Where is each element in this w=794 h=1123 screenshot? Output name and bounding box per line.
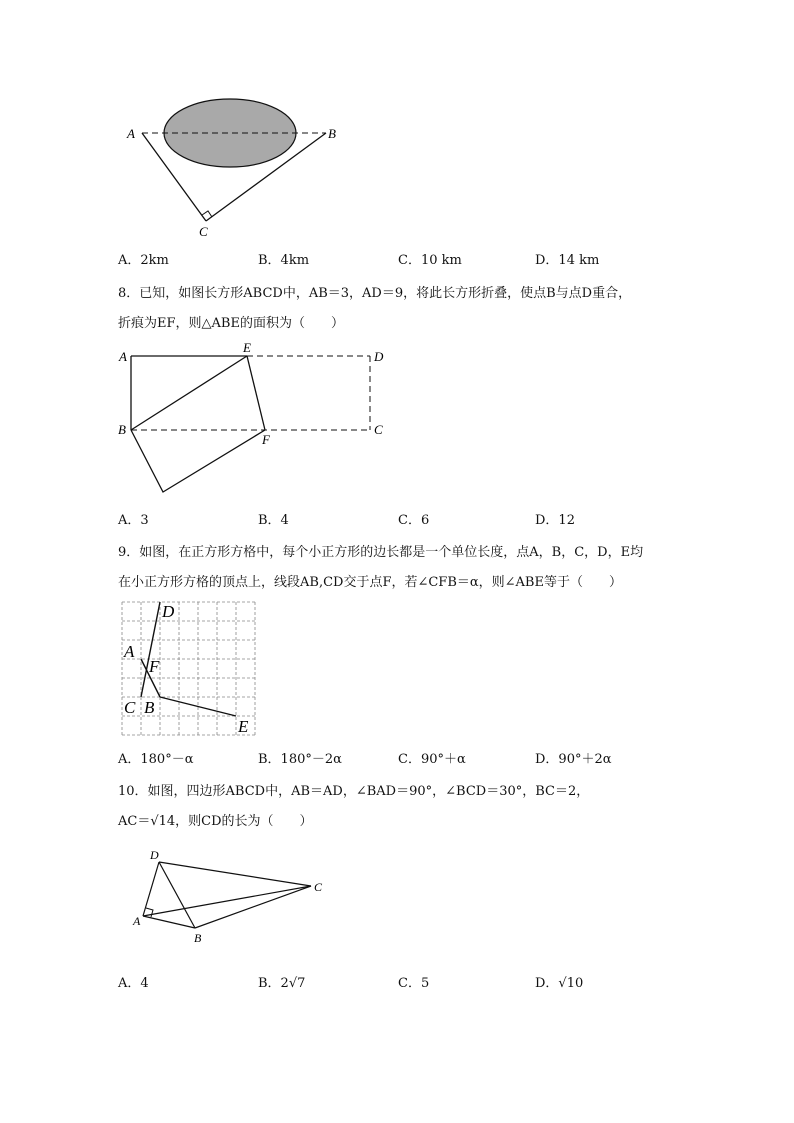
q8-figure: [112, 340, 402, 500]
q9-option-b[interactable]: B．180°－2α: [258, 752, 342, 767]
q10-diagonal-bd: [159, 862, 195, 928]
q9-options: [118, 748, 678, 766]
q10-side-bc: [195, 886, 311, 928]
q8-label-a: A: [119, 349, 127, 364]
q7-option-a[interactable]: A．2km: [118, 253, 169, 268]
q7-option-b[interactable]: B．4km: [258, 253, 310, 268]
q7-option-d[interactable]: D．14 km: [535, 253, 600, 268]
q8-option-d[interactable]: D．12: [535, 513, 575, 528]
q10-figure: [125, 840, 340, 950]
q8-option-c[interactable]: C．6: [398, 513, 430, 528]
q7-options: [118, 249, 678, 267]
q10-label-c: C: [314, 880, 323, 894]
q7-label-c: C: [199, 224, 208, 239]
q7-right-angle-mark: [202, 211, 212, 217]
q10-side-dc: [159, 862, 311, 886]
q10-text-line1: 10．如图，四边形ABCD中，AB＝AD，∠BAD＝90°，∠BCD＝30°，BC＝2，: [118, 784, 590, 799]
q10-label-a: A: [133, 914, 141, 928]
q8-option-b[interactable]: B．4: [258, 513, 289, 528]
q8-label-e: E: [243, 340, 251, 355]
q8-label-f: F: [262, 432, 270, 447]
q7-figure: [118, 90, 358, 240]
q9-label-e: E: [238, 717, 249, 736]
q8-option-a[interactable]: A．3: [118, 513, 149, 528]
q8-fold-ef: [247, 356, 265, 430]
q10-label-d: D: [150, 848, 159, 862]
q10-option-a[interactable]: A．4: [118, 976, 149, 991]
q8-folded-part: [131, 430, 265, 492]
q10-side-ad: [143, 862, 159, 916]
q7-label-a: A: [127, 126, 135, 141]
q10-side-ab: [143, 916, 195, 928]
q10-option-d[interactable]: D．√10: [535, 976, 584, 991]
q10-option-c[interactable]: C．5: [398, 976, 430, 991]
q8-label-b: B: [118, 422, 126, 437]
q9-text-line2: 在小正方形方格的顶点上，线段AB,CD交于点F，若∠CFB＝α，则∠ABE等于（ ）: [118, 575, 622, 590]
q9-option-d[interactable]: D．90°＋2α: [535, 752, 612, 767]
q8-text-line2: 折痕为EF，则△ABE的面积为（ ）: [118, 316, 344, 331]
q9-label-d: D: [162, 602, 175, 621]
q7-label-b: B: [328, 126, 336, 141]
q10-diagonal-ac: [143, 886, 311, 916]
q9-label-f: F: [149, 657, 160, 676]
q10-option-b[interactable]: B．2√7: [258, 976, 306, 991]
q9-segment-cd: [141, 602, 160, 697]
q9-figure: [118, 596, 268, 741]
q8-line-be: [131, 356, 247, 430]
q8-label-c: C: [374, 422, 383, 437]
q10-text-line2: AC＝√14，则CD的长为（ ）: [118, 814, 313, 829]
q8-label-d: D: [374, 349, 384, 364]
q10-label-b: B: [194, 931, 202, 945]
q10-options: [118, 972, 678, 990]
q9-option-c[interactable]: C．90°＋α: [398, 752, 466, 767]
q8-text-line1: 8．已知，如图长方形ABCD中，AB＝3，AD＝9，将此长方形折叠，使点B与点D重合，: [118, 286, 632, 301]
q8-options: [118, 509, 678, 527]
q9-label-b: B: [144, 698, 155, 717]
q9-option-a[interactable]: A．180°－α: [118, 752, 194, 767]
q9-label-a: A: [124, 642, 135, 661]
q9-label-c: C: [124, 698, 136, 717]
q7-option-c[interactable]: C．10 km: [398, 253, 462, 268]
q9-text-line1: 9．如图，在正方形方格中，每个小正方形的边长都是一个单位长度，点A，B，C，D，E均: [118, 545, 644, 560]
